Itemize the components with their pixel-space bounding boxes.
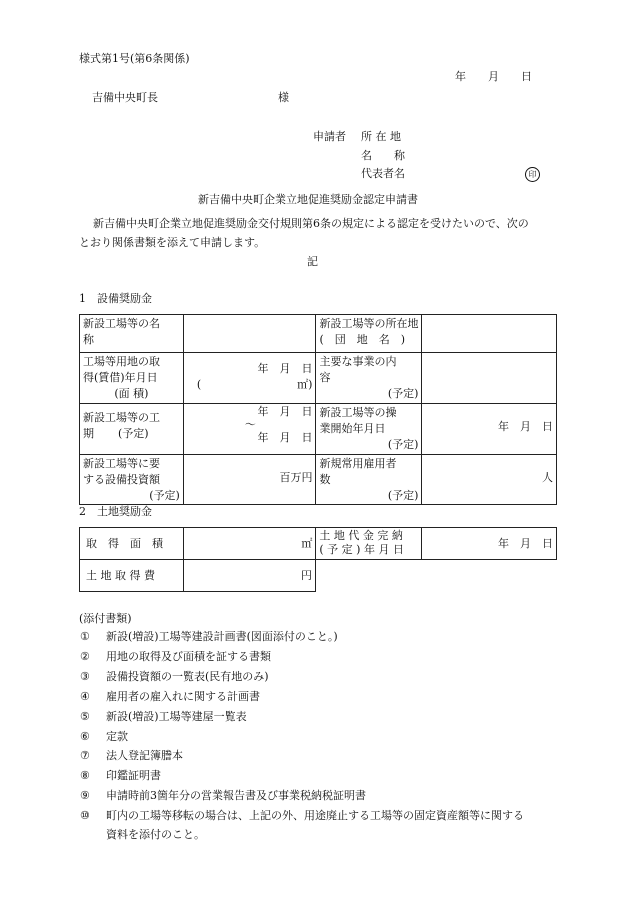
- equipment-table: [79, 314, 557, 505]
- addressee: 吉備中央町長: [92, 91, 158, 104]
- main-business-label: 主要な事業の内 容 (予定): [316, 353, 422, 404]
- factory-location-field[interactable]: [422, 315, 557, 353]
- factory-location-label: 新設工場等の所在地 ( 団 地 名 ): [316, 315, 422, 353]
- honorific: 様: [278, 91, 289, 104]
- land-cost-label: 土 地 取 得 費: [80, 560, 184, 592]
- list-item: ① 新設(増設)工場等建設計画書(図面添付のこと。): [80, 630, 338, 643]
- operation-start-field[interactable]: 年 月 日: [422, 403, 557, 454]
- land-acquisition-label: 工場等用地の取 得(賃借)年月日 (面 積): [80, 353, 184, 404]
- ki-mark: 記: [307, 255, 318, 268]
- applicant-rep-label: 代表者名: [361, 167, 405, 180]
- new-employees-label: 新規常用雇用者 数 (予定): [316, 454, 422, 505]
- main-business-field[interactable]: [422, 353, 557, 404]
- land-table-row1: [79, 527, 557, 560]
- list-item: ② 用地の取得及び面積を証する書類: [80, 650, 271, 663]
- table-row: [80, 315, 557, 353]
- applicant-address-label: 所 在 地: [361, 130, 401, 143]
- document-title: 新吉備中央町企業立地促進奨励金認定申請書: [198, 193, 418, 206]
- list-item: ⑦ 法人登記簿謄本: [80, 749, 183, 762]
- land-acquisition-field[interactable]: 年 月 日 ( ㎡): [183, 353, 316, 404]
- section2-heading: 2 土地奨励金: [79, 505, 152, 518]
- area-field[interactable]: ㎡: [183, 528, 315, 560]
- list-item-continuation: 資料を添付のこと。: [106, 828, 205, 841]
- operation-start-label: 新設工場等の操 業開始年月日 (予定): [316, 403, 422, 454]
- table-row: [80, 403, 557, 454]
- table-row: [80, 528, 557, 560]
- investment-field[interactable]: 百万円: [183, 454, 316, 505]
- payment-date-label: 土 地 代 金 完 納 ( 予 定 ) 年 月 日: [316, 528, 422, 560]
- body-line-2: とおり関係書類を添えて申請します。: [79, 236, 266, 249]
- applicant-label: 申請者: [313, 130, 346, 143]
- body-line-1: 新吉備中央町企業立地促進奨励金交付規則第6条の規定による認定を受けたいので、次の: [93, 217, 529, 230]
- land-cost-field[interactable]: 円: [183, 560, 315, 592]
- list-item: ⑧ 印鑑証明書: [80, 769, 161, 782]
- investment-label: 新設工場等に要 する設備投資額 (予定): [80, 454, 184, 505]
- attachments-heading: (添付書類): [79, 612, 132, 625]
- payment-date-field[interactable]: 年 月 日: [422, 528, 557, 560]
- factory-name-field[interactable]: [183, 315, 316, 353]
- table-row: [80, 353, 557, 404]
- factory-name-label: 新設工場等の名 称: [80, 315, 184, 353]
- list-item: ⑥ 定款: [80, 730, 128, 743]
- list-item: ⑩ 町内の工場等移転の場合は、上記の外、用途廃止する工場等の固定資産額等に関する: [80, 809, 524, 822]
- list-item: ⑤ 新設(増設)工場等建屋一覧表: [80, 710, 247, 723]
- applicant-name-label: 名 称: [361, 149, 405, 162]
- seal-mark: [525, 167, 540, 182]
- list-item: ⑨ 申請時前3箇年分の営業報告書及び事業税納税証明書: [80, 789, 366, 802]
- new-employees-field[interactable]: 人: [422, 454, 557, 505]
- land-table-row2: [79, 559, 316, 592]
- table-row: [80, 454, 557, 505]
- list-item: ④ 雇用者の雇入れに関する計画書: [80, 690, 260, 703]
- construction-period-label: 新設工場等の工 期 (予定): [80, 403, 184, 454]
- section1-heading: 1 設備奨励金: [79, 292, 152, 305]
- list-item: ③ 設備投資額の一覧表(民有地のみ): [80, 670, 269, 683]
- construction-period-field[interactable]: 年 月 日 〜 年 月 日: [183, 403, 316, 454]
- table-row: [80, 560, 316, 592]
- area-label: 取 得 面 積: [80, 528, 184, 560]
- form-number: 様式第1号(第6条関係): [79, 52, 190, 65]
- seal-icon: 印: [525, 167, 540, 182]
- date-line: 年 月 日: [455, 70, 532, 83]
